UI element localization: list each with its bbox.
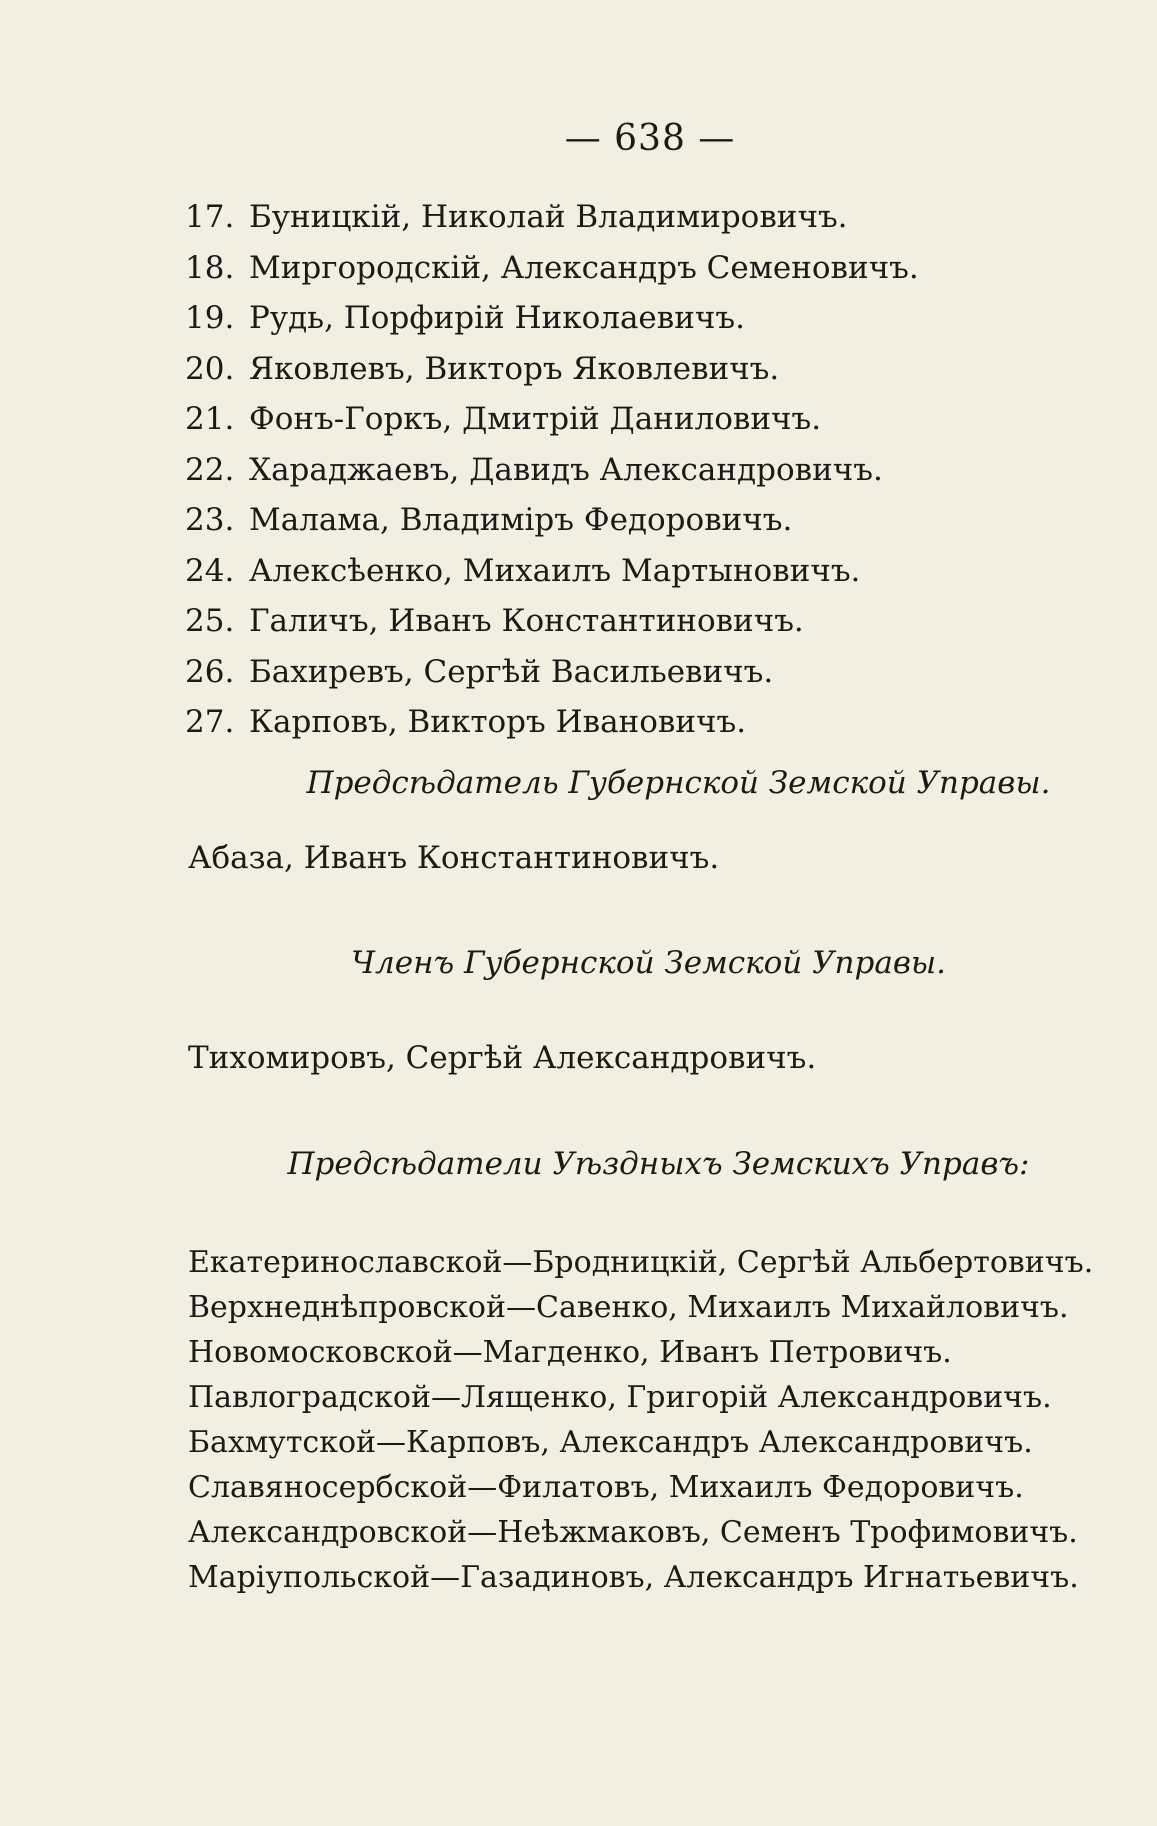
item-name: Малама, Владиміръ Федоровичъ. <box>249 502 793 538</box>
item-number: 17. <box>185 199 235 235</box>
list-item <box>185 697 919 748</box>
list-item: Павлоградской—Лященко, Григорій Александровичъ. <box>188 1380 1052 1415</box>
list-item <box>185 546 919 597</box>
list-item <box>185 344 919 395</box>
list-item: Александровской—Неѣжмаковъ, Семенъ Трофимовичъ. <box>188 1515 1078 1550</box>
list-item <box>185 445 919 496</box>
item-name: Бахиревъ, Сергѣй Васильевичъ. <box>249 653 774 690</box>
list-item <box>185 243 919 294</box>
member-heading: Членъ Губернской Земской Управы. <box>351 945 946 981</box>
chairman-heading: Предсѣдатель Губернской Земской Управы. <box>306 765 1051 801</box>
item-name: Фонъ-Горкъ, Дмитрій Даниловичъ. <box>249 401 822 437</box>
district-chairmen-list <box>188 1240 1093 1600</box>
item-name: Яковлевъ, Викторъ Яковлевичъ. <box>249 350 780 387</box>
list-item <box>185 647 919 698</box>
members-list <box>185 192 919 748</box>
item-name: Алексѣенко, Михаилъ Мартыновичъ. <box>249 552 861 589</box>
list-item: Славяносербской—Филатовъ, Михаилъ Федоровичъ. <box>188 1470 1024 1505</box>
item-name: Хараджаевъ, Давидъ Александровичъ. <box>249 451 883 488</box>
list-item <box>185 495 919 546</box>
list-item <box>185 394 919 445</box>
list-item <box>185 293 919 344</box>
item-name: Буницкій, Николай Владимировичъ. <box>249 199 848 235</box>
list-item: Екатеринославской—Бродницкій, Сергѣй Альбертовичъ. <box>188 1245 1094 1280</box>
list-item <box>185 596 919 647</box>
page-number: — 638 — <box>564 118 736 159</box>
item-number: 22. <box>185 451 235 488</box>
list-item: Верхнеднѣпровской—Савенко, Михаилъ Михайловичъ. <box>188 1290 1069 1325</box>
item-name: Миргородскій, Александръ Семеновичъ. <box>249 249 919 286</box>
item-number: 21. <box>185 401 235 437</box>
item-number: 27. <box>185 704 235 740</box>
item-number: 23. <box>185 502 235 538</box>
item-number: 26. <box>185 653 235 690</box>
item-number: 24. <box>185 552 235 589</box>
list-item: Маріупольской—Газадиновъ, Александръ Игнатьевичъ. <box>188 1560 1079 1595</box>
item-name: Карповъ, Викторъ Ивановичъ. <box>249 704 747 740</box>
item-number: 25. <box>185 603 235 639</box>
item-number: 20. <box>185 350 235 387</box>
district-heading: Предсѣдатели Уѣздныхъ Земскихъ Управъ: <box>287 1146 1030 1182</box>
list-item <box>185 192 919 243</box>
member-name: Тихомировъ, Сергѣй Александровичъ. <box>188 1040 817 1076</box>
item-number: 18. <box>185 249 235 286</box>
item-name: Галичъ, Иванъ Константиновичъ. <box>249 603 804 639</box>
list-item: Бахмутской—Карповъ, Александръ Александровичъ. <box>188 1425 1033 1460</box>
item-name: Рудь, Порфирій Николаевичъ. <box>249 300 745 336</box>
list-item: Новомосковской—Магденко, Иванъ Петровичъ. <box>188 1335 952 1370</box>
chairman-name: Абаза, Иванъ Константиновичъ. <box>188 840 720 876</box>
item-number: 19. <box>185 300 235 336</box>
